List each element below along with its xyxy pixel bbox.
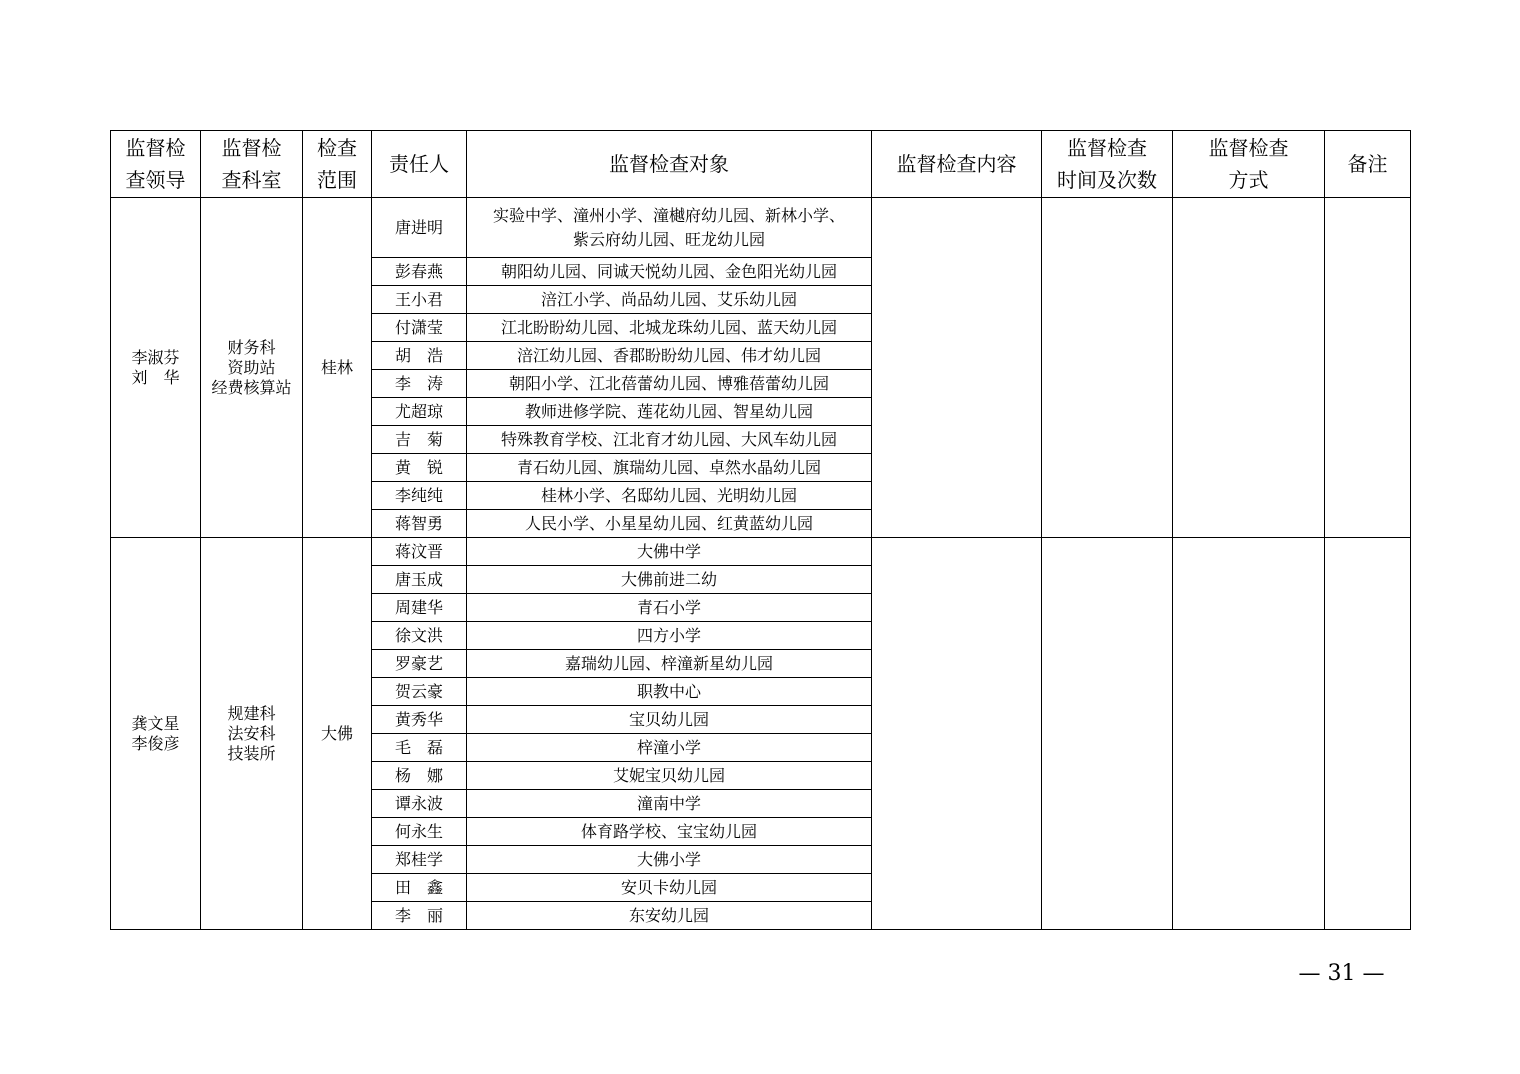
target-cell	[467, 734, 872, 762]
time-cell	[1042, 198, 1173, 538]
target-line: 职教中心	[636, 681, 701, 701]
target-cell	[467, 370, 872, 398]
content-cell	[872, 538, 1042, 930]
target-cell	[467, 510, 872, 538]
person-cell: 郑桂学	[372, 846, 467, 874]
target-line: 朝阳小学、江北蓓蕾幼儿园、博雅蓓蕾幼儿园	[508, 373, 829, 393]
leader-name: 李俊彦	[131, 733, 180, 753]
person-cell: 尤超琼	[372, 398, 467, 426]
target-line: 涪江幼儿园、香郡盼盼幼儿园、伟才幼儿园	[516, 345, 821, 365]
header-content: 监督检查内容	[872, 131, 1042, 198]
header-method: 监督检查 方式	[1173, 131, 1325, 198]
target-cell	[467, 902, 872, 930]
office-name: 规建科	[227, 703, 276, 723]
person-cell: 唐玉成	[372, 566, 467, 594]
office-name: 技装所	[227, 743, 276, 763]
office-cell	[201, 538, 303, 930]
target-line: 紫云府幼儿园、旺龙幼儿园	[572, 229, 765, 249]
leader-name: 刘 华	[131, 367, 180, 387]
target-cell	[467, 790, 872, 818]
person-cell: 周建华	[372, 594, 467, 622]
target-cell	[467, 650, 872, 678]
method-cell	[1173, 198, 1325, 538]
target-cell	[467, 286, 872, 314]
person-cell: 蒋汶晋	[372, 538, 467, 566]
supervision-table	[110, 130, 1411, 930]
target-line: 教师进修学院、莲花幼儿园、智星幼儿园	[524, 401, 813, 421]
scope-cell: 桂林	[303, 198, 372, 538]
office-name: 资助站	[227, 357, 276, 377]
header-person: 责任人	[372, 131, 467, 198]
target-cell	[467, 398, 872, 426]
person-cell: 黄秀华	[372, 706, 467, 734]
target-cell	[467, 818, 872, 846]
leader-cell	[111, 538, 201, 930]
target-cell	[467, 622, 872, 650]
target-cell	[467, 538, 872, 566]
person-cell: 谭永波	[372, 790, 467, 818]
target-line: 体育路学校、宝宝幼儿园	[580, 821, 757, 841]
office-cell	[201, 198, 303, 538]
target-line: 人民小学、小星星幼儿园、红黄蓝幼儿园	[524, 513, 813, 533]
target-line: 安贝卡幼儿园	[620, 877, 717, 897]
person-cell: 毛 磊	[372, 734, 467, 762]
target-cell	[467, 198, 872, 258]
target-line: 东安幼儿园	[628, 905, 709, 925]
target-line: 潼南中学	[636, 793, 701, 813]
header-remark: 备注	[1325, 131, 1411, 198]
person-cell: 田 鑫	[372, 874, 467, 902]
target-cell	[467, 874, 872, 902]
target-line: 大佛中学	[636, 541, 701, 561]
target-cell	[467, 762, 872, 790]
person-cell: 唐进明	[372, 198, 467, 258]
header-row	[111, 131, 1411, 198]
table-row	[111, 538, 1411, 566]
person-cell: 黄 锐	[372, 454, 467, 482]
header-leader: 监督检 查领导	[111, 131, 201, 198]
table-body	[111, 198, 1411, 930]
person-cell: 贺云豪	[372, 678, 467, 706]
office-name: 法安科	[227, 723, 276, 743]
office-name: 经费核算站	[211, 377, 292, 397]
target-cell	[467, 454, 872, 482]
office-name: 财务科	[227, 337, 276, 357]
person-cell: 罗豪艺	[372, 650, 467, 678]
scope-cell: 大佛	[303, 538, 372, 930]
person-cell: 付潇莹	[372, 314, 467, 342]
target-cell	[467, 314, 872, 342]
target-cell	[467, 258, 872, 286]
target-line: 特殊教育学校、江北育才幼儿园、大风车幼儿园	[500, 429, 837, 449]
target-line: 青石小学	[636, 597, 701, 617]
target-line: 大佛前进二幼	[620, 569, 717, 589]
person-cell: 蒋智勇	[372, 510, 467, 538]
target-line: 朝阳幼儿园、同诚天悦幼儿园、金色阳光幼儿园	[500, 261, 837, 281]
person-cell: 李 丽	[372, 902, 467, 930]
target-line: 实验中学、潼州小学、潼樾府幼儿园、新林小学、	[492, 205, 845, 225]
time-cell	[1042, 538, 1173, 930]
target-line: 宝贝幼儿园	[628, 709, 709, 729]
target-cell	[467, 566, 872, 594]
leader-name: 龚文星	[131, 713, 180, 733]
target-cell	[467, 846, 872, 874]
target-cell	[467, 482, 872, 510]
person-cell: 何永生	[372, 818, 467, 846]
target-cell	[467, 706, 872, 734]
target-line: 涪江小学、尚品幼儿园、艾乐幼儿园	[540, 289, 797, 309]
target-line: 艾妮宝贝幼儿园	[612, 765, 725, 785]
leader-cell	[111, 198, 201, 538]
target-line: 青石幼儿园、旗瑞幼儿园、卓然水晶幼儿园	[516, 457, 821, 477]
person-cell: 彭春燕	[372, 258, 467, 286]
person-cell: 胡 浩	[372, 342, 467, 370]
target-line: 梓潼小学	[636, 737, 701, 757]
content-cell	[872, 198, 1042, 538]
target-line: 嘉瑞幼儿园、梓潼新星幼儿园	[564, 653, 773, 673]
header-scope: 检查 范围	[303, 131, 372, 198]
person-cell: 李纯纯	[372, 482, 467, 510]
person-cell: 李 涛	[372, 370, 467, 398]
target-cell	[467, 342, 872, 370]
target-cell	[467, 594, 872, 622]
header-target: 监督检查对象	[467, 131, 872, 198]
header-time: 监督检查 时间及次数	[1042, 131, 1173, 198]
leader-name: 李淑芬	[131, 347, 180, 367]
person-cell: 吉 菊	[372, 426, 467, 454]
person-cell: 杨 娜	[372, 762, 467, 790]
header-office: 监督检 查科室	[201, 131, 303, 198]
person-cell: 徐文洪	[372, 622, 467, 650]
target-line: 桂林小学、名邸幼儿园、光明幼儿园	[540, 485, 797, 505]
remark-cell	[1325, 538, 1411, 930]
page-number: — 31 —	[1298, 961, 1385, 986]
target-line: 大佛小学	[636, 849, 701, 869]
person-cell: 王小君	[372, 286, 467, 314]
target-line: 四方小学	[636, 625, 701, 645]
table-row	[111, 198, 1411, 258]
method-cell	[1173, 538, 1325, 930]
remark-cell	[1325, 198, 1411, 538]
target-cell	[467, 678, 872, 706]
target-line: 江北盼盼幼儿园、北城龙珠幼儿园、蓝天幼儿园	[500, 317, 837, 337]
target-cell	[467, 426, 872, 454]
